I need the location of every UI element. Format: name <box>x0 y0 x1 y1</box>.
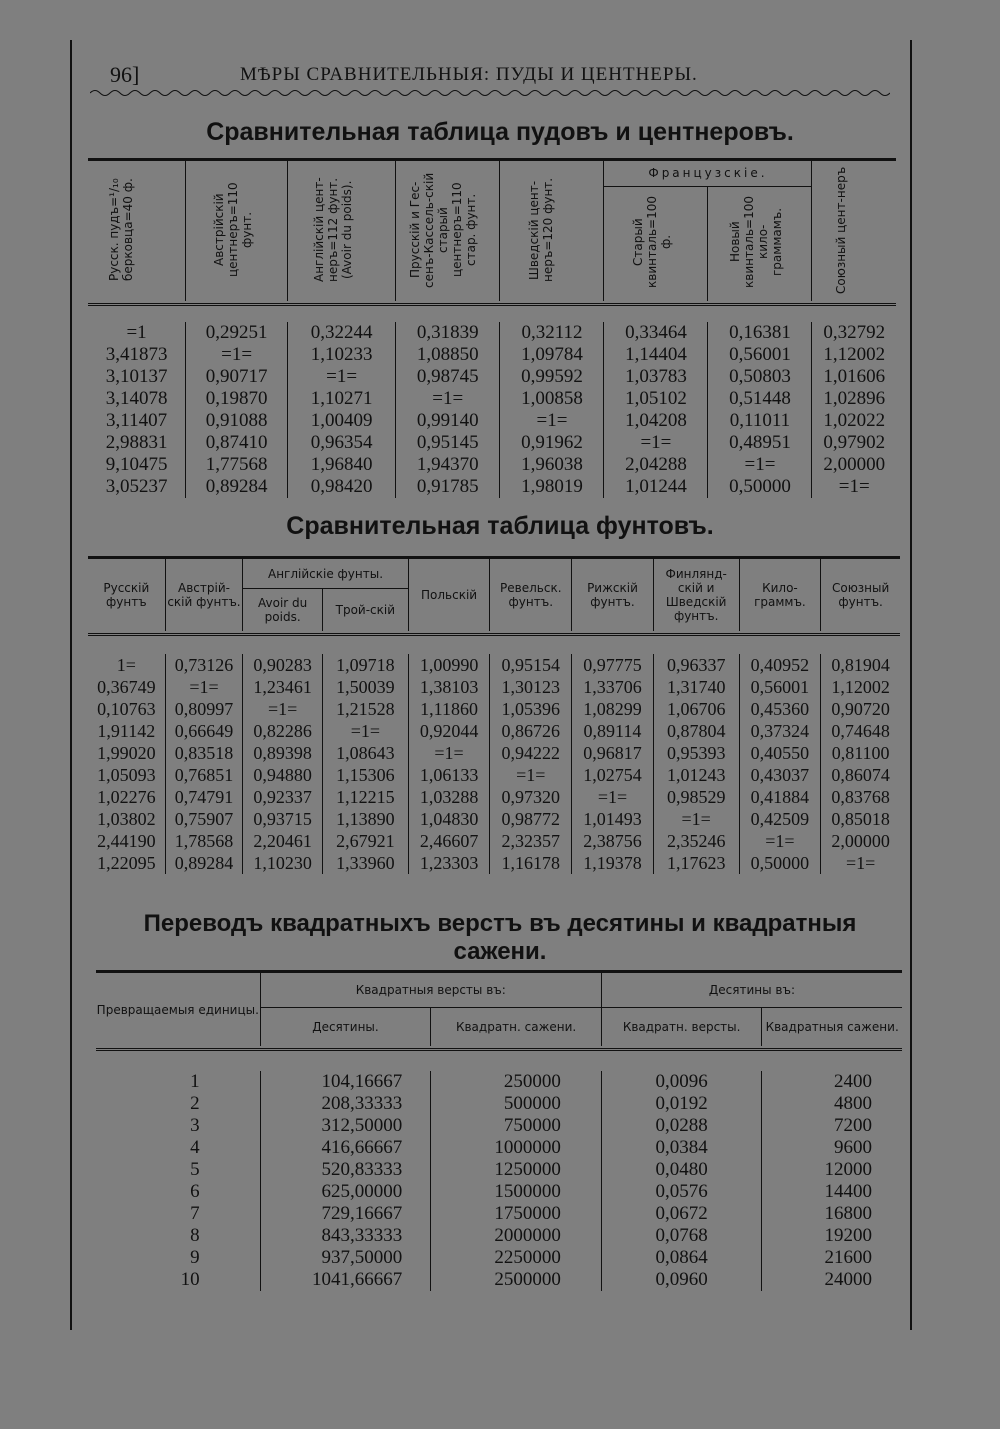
table-cell: 750000 <box>431 1115 602 1137</box>
table-cell: =1= <box>821 852 900 874</box>
t3-h2: Квадратн. версты. <box>601 1008 761 1047</box>
table-cell: 0,94222 <box>490 742 572 764</box>
table-cell: 2,04288 <box>604 454 708 476</box>
table-cell: 5 <box>190 1159 200 1180</box>
table-cell: 1,23461 <box>243 676 323 698</box>
table-cell: 0,96817 <box>572 742 654 764</box>
table-cell: 1= <box>116 655 136 675</box>
table-cell: 1,23303 <box>408 852 490 874</box>
table-cell: 0,50803 <box>708 366 812 388</box>
table-row <box>88 344 896 366</box>
table-cell: 0,31839 <box>396 322 500 344</box>
t2-h5: Ревельск. фунтъ. <box>490 558 572 632</box>
table-cell: 0,0576 <box>601 1181 761 1203</box>
table-row <box>96 1137 902 1159</box>
table-row <box>88 676 900 698</box>
table-cell: 2,20461 <box>243 830 323 852</box>
table-cell: 208,33333 <box>260 1093 431 1115</box>
table-row <box>88 830 900 852</box>
table-cell: 16800 <box>762 1203 902 1225</box>
table-cell: 0,97320 <box>490 786 572 808</box>
table-cell: 1,00990 <box>408 654 490 676</box>
table-cell: 1,50039 <box>322 676 408 698</box>
t1-h2: Англійскій цент-неръ=112 фунт. (Avoir du poids). <box>288 160 396 302</box>
table-cell: 0,51448 <box>708 388 812 410</box>
table3-title <box>0 910 1000 966</box>
table-cell: 1,10233 <box>288 344 396 366</box>
table-cell: 0,0768 <box>601 1225 761 1247</box>
t3-group2: Десятины въ: <box>601 972 902 1008</box>
table-cell: 0,89398 <box>243 742 323 764</box>
table-cell: 1,94370 <box>396 454 500 476</box>
table-cell: 1500000 <box>431 1181 602 1203</box>
table-cell: 2,67921 <box>322 830 408 852</box>
table-cell: 0,19870 <box>186 388 288 410</box>
table-cell: =1= <box>708 454 812 476</box>
table-cell: 1,30123 <box>490 676 572 698</box>
table-cell: 7200 <box>762 1115 902 1137</box>
table-cell: 2,46607 <box>408 830 490 852</box>
table-cell: 1,33960 <box>322 852 408 874</box>
table-cell: 1,21528 <box>322 698 408 720</box>
table-row <box>88 786 900 808</box>
table-cell: 8 <box>190 1225 200 1246</box>
table-cell: 0,95154 <box>490 654 572 676</box>
table-cell: 0,89284 <box>165 852 243 874</box>
table-cell: 729,16667 <box>260 1203 431 1225</box>
table-row <box>88 742 900 764</box>
table-cell: 1,03288 <box>408 786 490 808</box>
table-cell: 1,11860 <box>408 698 490 720</box>
table-cell: 1,98019 <box>500 476 604 498</box>
table-cell: =1= <box>322 720 408 742</box>
table-cell: =1= <box>490 764 572 786</box>
table-cell: 1,77568 <box>186 454 288 476</box>
table-cell: 1,10271 <box>288 388 396 410</box>
table-row <box>88 852 900 874</box>
table-cell: 1,04830 <box>408 808 490 830</box>
table-cell: 0,56001 <box>739 676 821 698</box>
table-row <box>96 1115 902 1137</box>
table-cell: 4800 <box>762 1093 902 1115</box>
table-cell: 0,74648 <box>821 720 900 742</box>
t2-group-english: Англійскіе фунты. <box>243 558 408 589</box>
table-cell: 1,09784 <box>500 344 604 366</box>
table-cell: 0,29251 <box>186 322 288 344</box>
t3-h-units: Превращаемыя единицы. <box>96 1002 259 1017</box>
table-cell: 937,50000 <box>260 1247 431 1269</box>
table-cell: =1= <box>812 476 896 498</box>
table-cell: 0,0192 <box>601 1093 761 1115</box>
table-cell: 6 <box>190 1181 200 1202</box>
table-cell: 0,73126 <box>165 654 243 676</box>
table-row <box>88 388 896 410</box>
table-cell: 1 <box>190 1071 200 1092</box>
t1-group-french: Французскіе. <box>604 160 812 187</box>
table-row <box>96 1203 902 1225</box>
table-cell: 3,10137 <box>105 366 168 387</box>
table-cell: 0,91088 <box>186 410 288 432</box>
table-cell: 0,80997 <box>165 698 243 720</box>
table-cell: 3,11407 <box>106 410 168 431</box>
table-versts <box>96 970 902 1291</box>
t1-body <box>88 322 896 498</box>
table-cell: 416,66667 <box>260 1137 431 1159</box>
table-cell: 1,33706 <box>572 676 654 698</box>
table-cell: 1,31740 <box>653 676 739 698</box>
table-cell: 0,11011 <box>708 410 812 432</box>
table-cell: 0,0480 <box>601 1159 761 1181</box>
table-cell: 2,38756 <box>572 830 654 852</box>
table-cell: 0,97775 <box>572 654 654 676</box>
t1-h0: Русск. пудъ=¹/₁₀ берковца=40 ф. <box>106 178 135 281</box>
table-cell: 0,81904 <box>821 654 900 676</box>
table-cell: 1,08850 <box>396 344 500 366</box>
table-cell: 0,40952 <box>739 654 821 676</box>
table-cell: 0,0384 <box>601 1137 761 1159</box>
table-cell: 1,12002 <box>812 344 896 366</box>
table-cell: 1,15306 <box>322 764 408 786</box>
table-row <box>88 410 896 432</box>
table-cell: 0,74791 <box>165 786 243 808</box>
table-cell: 1,96038 <box>500 454 604 476</box>
table-cell: 1,09718 <box>322 654 408 676</box>
table3-title-line1: Переводъ квадратныхъ верстъ въ десятины и квадратныя <box>143 910 857 937</box>
table-cell: 2,00000 <box>812 454 896 476</box>
table-cell: =1= <box>408 742 490 764</box>
table-cell: 1,05093 <box>97 765 156 785</box>
table-cell: 3 <box>190 1115 200 1136</box>
table-cell: 0,42509 <box>739 808 821 830</box>
table-cell: 0,96337 <box>653 654 739 676</box>
t1-h6: Новый квинталь=100 кило-граммамъ. <box>708 186 812 301</box>
table-cell: 0,89114 <box>572 720 654 742</box>
table-cell: 1,08299 <box>572 698 654 720</box>
t3-group1: Квадратныя версты въ: <box>260 972 601 1008</box>
t3-h1: Квадратн. сажени. <box>431 1008 602 1047</box>
table-row <box>88 432 896 454</box>
table-cell: 0,98745 <box>396 366 500 388</box>
table-cell: 0,16381 <box>708 322 812 344</box>
table-cell: 1,16178 <box>490 852 572 874</box>
table-cell: 7 <box>190 1203 200 1224</box>
table-cell: 0,32112 <box>500 322 604 344</box>
table-cell: 9 <box>190 1247 200 1268</box>
table-row <box>88 322 896 344</box>
table-cell: 0,10763 <box>97 699 156 719</box>
table-cell: 0,45360 <box>739 698 821 720</box>
table-cell: 0,98420 <box>288 476 396 498</box>
table-cell: 625,00000 <box>260 1181 431 1203</box>
table-cell: 0,41884 <box>739 786 821 808</box>
table-row <box>88 808 900 830</box>
table-cell: 1,10230 <box>243 852 323 874</box>
table-cell: 3,14078 <box>105 388 168 409</box>
table-cell: =1= <box>165 676 243 698</box>
table-cell: 1,01493 <box>572 808 654 830</box>
table-cell: 1,01243 <box>653 764 739 786</box>
table-cell: 1,05102 <box>604 388 708 410</box>
table-cell: 1,03802 <box>97 809 156 829</box>
table-cell: 0,0288 <box>601 1115 761 1137</box>
table1-title: Сравнительная таблица пудовъ и центнеровъ. <box>206 118 794 146</box>
table-row <box>96 1071 902 1093</box>
table-cell: 1,02276 <box>97 787 156 807</box>
table-cell: 1,08643 <box>322 742 408 764</box>
table-cell: 1,01606 <box>812 366 896 388</box>
table-cell: 1,38103 <box>408 676 490 698</box>
page-number: 96] <box>110 62 140 87</box>
table-cell: =1= <box>243 698 323 720</box>
table-cell: 1,12002 <box>821 676 900 698</box>
table-cell: 0,83518 <box>165 742 243 764</box>
table-cell: 10 <box>180 1269 200 1290</box>
table-row <box>88 476 896 498</box>
t2-h6: Рижскій фунтъ. <box>572 558 654 632</box>
table-row <box>96 1225 902 1247</box>
table-cell: 1,19378 <box>572 852 654 874</box>
table-cell: 1,05396 <box>490 698 572 720</box>
table-pounds <box>88 556 900 874</box>
running-title: МѢРЫ СРАВНИТЕЛЬНЫЯ: ПУДЫ И ЦЕНТНЕРЫ. <box>240 64 698 85</box>
table-cell: 0,87410 <box>186 432 288 454</box>
table-cell: 0,92337 <box>243 786 323 808</box>
table-cell: 2,44190 <box>97 831 156 851</box>
table-cell: 2,32357 <box>490 830 572 852</box>
table-cell: =1 <box>126 322 147 343</box>
t2-h2: Avoir du poids. <box>243 589 323 631</box>
table-cell: 0,43037 <box>739 764 821 786</box>
table-cell: 0,91785 <box>396 476 500 498</box>
t1-h7: Союзный цент-неръ <box>812 160 896 302</box>
table-cell: 0,83768 <box>821 786 900 808</box>
t2-h9: Союзный фунтъ. <box>821 558 900 632</box>
table-cell: 104,16667 <box>260 1071 431 1093</box>
table-cell: 1,02896 <box>812 388 896 410</box>
table-cell: 2000000 <box>431 1225 602 1247</box>
table-cell: 0,32244 <box>288 322 396 344</box>
table-cell: 0,75907 <box>165 808 243 830</box>
table-cell: 2 <box>190 1093 200 1114</box>
table-row <box>96 1247 902 1269</box>
table-cell: 0,87804 <box>653 720 739 742</box>
t3-h3: Квадратныя сажени. <box>762 1008 902 1047</box>
table-row <box>88 698 900 720</box>
table-cell: =1= <box>500 410 604 432</box>
table-cell: 500000 <box>431 1093 602 1115</box>
table-cell: 0,95145 <box>396 432 500 454</box>
table3-title-line2: сажени. <box>453 938 547 965</box>
t2-h7: Финлянд-скій и Шведскій фунтъ. <box>653 558 739 632</box>
table-cell: 0,50000 <box>708 476 812 498</box>
table-cell: 0,66649 <box>165 720 243 742</box>
table-cell: 312,50000 <box>260 1115 431 1137</box>
t1-h4: Шведскій цент-неръ=120 фунт. <box>500 160 604 302</box>
table2-title: Сравнительная таблица фунтовъ. <box>286 512 714 540</box>
table-cell: 2250000 <box>431 1247 602 1269</box>
table-cell: 1,17623 <box>653 852 739 874</box>
table-cell: 1,01244 <box>604 476 708 498</box>
table-cell: 0,90720 <box>821 698 900 720</box>
table-cell: 0,89284 <box>186 476 288 498</box>
table-cell: 0,0672 <box>601 1203 761 1225</box>
table-cell: 1,99020 <box>97 743 156 763</box>
table-cell: 2,98831 <box>105 432 168 453</box>
table-cell: 2400 <box>762 1071 902 1093</box>
table-cell: 0,90283 <box>243 654 323 676</box>
table-cell: 1,00858 <box>500 388 604 410</box>
table-cell: 0,90717 <box>186 366 288 388</box>
table-cell: 0,0096 <box>601 1071 761 1093</box>
table-cell: 1,02022 <box>812 410 896 432</box>
table-cell: 3,05237 <box>105 476 168 497</box>
table-cell: 0,92044 <box>408 720 490 742</box>
table-cell: =1= <box>604 432 708 454</box>
table-cell: 1,91142 <box>97 721 156 741</box>
table-cell: 2500000 <box>431 1269 602 1291</box>
table-cell: 843,33333 <box>260 1225 431 1247</box>
t3-body <box>96 1071 902 1291</box>
table-cell: 1,96840 <box>288 454 396 476</box>
t2-h3: Трой-скій <box>322 589 408 631</box>
table-cell: =1= <box>186 344 288 366</box>
table-cell: 0,98529 <box>653 786 739 808</box>
table-row <box>96 1093 902 1115</box>
t1-h5: Старый квинталь=100 ф. <box>604 186 708 301</box>
table-cell: 250000 <box>431 1071 602 1093</box>
table-cell: 0,97902 <box>812 432 896 454</box>
table-cell: 0,81100 <box>821 742 900 764</box>
table-cell: 0,94880 <box>243 764 323 786</box>
table-cell: 0,99140 <box>396 410 500 432</box>
t1-h1: Австрійскій центнеръ=110 фунт. <box>186 160 288 302</box>
table-cell: 12000 <box>762 1159 902 1181</box>
wavy-rule <box>90 88 890 98</box>
table-row <box>96 1159 902 1181</box>
table-cell: 0,86074 <box>821 764 900 786</box>
table-cell: 1,03783 <box>604 366 708 388</box>
table-cell: 2,00000 <box>821 830 900 852</box>
table-cell: =1= <box>653 808 739 830</box>
t3-h0: Десятины. <box>260 1008 431 1047</box>
running-header <box>70 60 912 90</box>
table-cell: 9600 <box>762 1137 902 1159</box>
table-cell: 0,82286 <box>243 720 323 742</box>
table-cell: 0,95393 <box>653 742 739 764</box>
t2-body <box>88 654 900 874</box>
table-cell: 3,41873 <box>105 344 168 365</box>
table-cell: 21600 <box>762 1247 902 1269</box>
table-cell: 1,78568 <box>165 830 243 852</box>
table-cell: 0,86726 <box>490 720 572 742</box>
table-cell: 1,02754 <box>572 764 654 786</box>
table-row <box>88 654 900 676</box>
table-poods <box>88 158 896 498</box>
table-cell: 0,36749 <box>97 677 156 697</box>
table-cell: 0,0960 <box>601 1269 761 1291</box>
table-cell: 0,0864 <box>601 1247 761 1269</box>
table-cell: 0,85018 <box>821 808 900 830</box>
t2-h1: Австрій-скій фунтъ. <box>165 558 243 632</box>
table-cell: 1,04208 <box>604 410 708 432</box>
table-cell: 1,22095 <box>97 853 156 873</box>
table-cell: 14400 <box>762 1181 902 1203</box>
table-cell: 1,00409 <box>288 410 396 432</box>
table-cell: =1= <box>739 830 821 852</box>
table-cell: 0,32792 <box>812 322 896 344</box>
table-cell: 1,13890 <box>322 808 408 830</box>
table-cell: 0,96354 <box>288 432 396 454</box>
table-cell: 1,12215 <box>322 786 408 808</box>
table-cell: 1041,66667 <box>260 1269 431 1291</box>
table-cell: 0,33464 <box>604 322 708 344</box>
table-cell: 0,98772 <box>490 808 572 830</box>
table-cell: 24000 <box>762 1269 902 1291</box>
table-cell: =1= <box>396 388 500 410</box>
table-cell: 4 <box>190 1137 200 1158</box>
table-cell: 1,06133 <box>408 764 490 786</box>
table-cell: 0,99592 <box>500 366 604 388</box>
t1-h3: Прусскій и Гес-сенъ-Кассель-скій старый центнеръ=110 стар. фунт. <box>396 160 500 302</box>
table-row <box>88 720 900 742</box>
table-cell: 0,37324 <box>739 720 821 742</box>
table-cell: 19200 <box>762 1225 902 1247</box>
t2-h8: Кило-граммъ. <box>739 558 821 632</box>
table-row <box>96 1269 902 1291</box>
table-cell: 0,76851 <box>165 764 243 786</box>
table-cell: 0,40550 <box>739 742 821 764</box>
table-cell: 0,50000 <box>739 852 821 874</box>
table-cell: 1000000 <box>431 1137 602 1159</box>
table-cell: 1250000 <box>431 1159 602 1181</box>
table-row <box>88 454 896 476</box>
table-cell: 520,83333 <box>260 1159 431 1181</box>
table-row <box>88 764 900 786</box>
table-row <box>88 366 896 388</box>
table-cell: 0,48951 <box>708 432 812 454</box>
table-cell: 0,93715 <box>243 808 323 830</box>
table-cell: 2,35246 <box>653 830 739 852</box>
table-cell: 9,10475 <box>105 454 168 475</box>
table-cell: 1,06706 <box>653 698 739 720</box>
table-cell: 1750000 <box>431 1203 602 1225</box>
t2-h4: Польскій <box>408 558 490 632</box>
table-row <box>96 1181 902 1203</box>
table-cell: 1,14404 <box>604 344 708 366</box>
table-cell: =1= <box>572 786 654 808</box>
table-cell: =1= <box>288 366 396 388</box>
t2-h0: Русскій фунтъ <box>103 581 150 609</box>
table-cell: 0,56001 <box>708 344 812 366</box>
table-cell: 0,91962 <box>500 432 604 454</box>
